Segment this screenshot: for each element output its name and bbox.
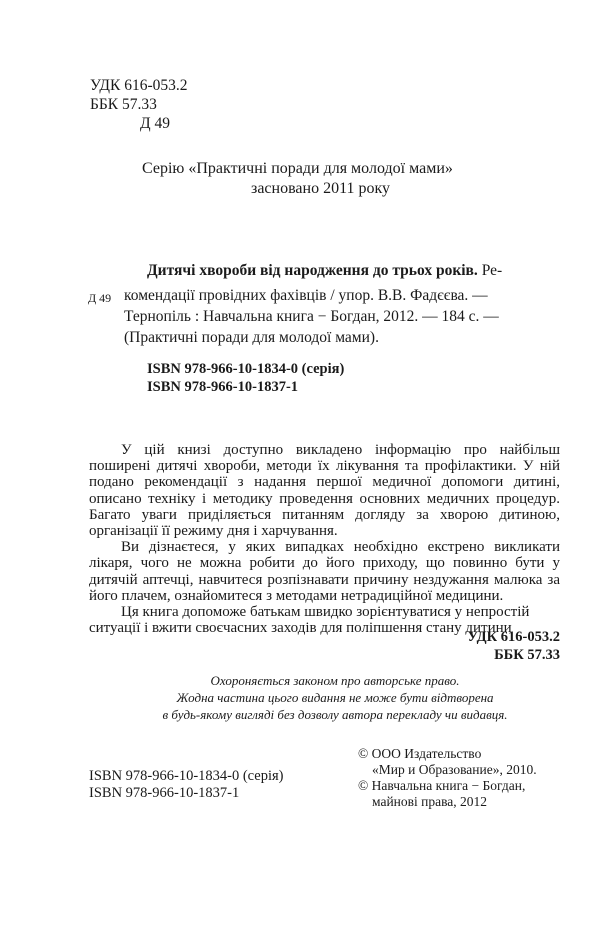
isbn-series: ISBN 978-966-10-1834-0 (серія) <box>89 768 284 784</box>
annotation <box>89 442 560 636</box>
copyright-line: © ООО Издательство <box>358 746 482 761</box>
bib-line-4: (Практичні поради для молодої мами). <box>124 329 379 346</box>
series-line-1: Серію «Практичні поради для молодої мами» <box>142 160 453 177</box>
copyright-line: © Навчальна книга − Богдан, <box>358 778 526 793</box>
notice-line: Жодна частина цього видання не може бути відтворена <box>176 690 494 705</box>
copyright-line: майнові права, 2012 <box>372 794 488 809</box>
notice-line: Охороняється законом про авторське право. <box>210 673 460 688</box>
bib-line-1-rest: Ре- <box>481 262 503 279</box>
annotation-paragraph: Ви дізнаєтеся, у яких випадках необхідно екстрено викликати лікаря, чого не можна робити до його приходу, що повинно бути у дитячій аптечці, навчитеся розпізнавати причину нездужання малюка за його плачем, ознайомитеся з методами нетрадиційної медицини. <box>89 539 560 604</box>
bib-line-2: комендації провідних фахівців / упор. В.В. Фадєєва. — <box>124 287 488 304</box>
notice-line: в будь-якому вигляді без дозволу автора перекладу чи видавця. <box>162 707 508 722</box>
bib-line-3: Тернопіль : Навчальна книга − Богдан, 2012. — 184 с. — <box>124 308 499 325</box>
udk-code: УДК 616-053.2 <box>90 77 188 94</box>
copyright-notice <box>150 672 520 723</box>
udk-code-right: УДК 616-053.2 <box>467 629 560 645</box>
bib-author-mark: Д 49 <box>88 291 112 305</box>
copyright-line: «Мир и Образование», 2010. <box>372 762 537 777</box>
book-title: Дитячі хвороби від народження до трьох років. <box>147 262 478 279</box>
isbn-book: ISBN 978-966-10-1837-1 <box>89 785 240 801</box>
bbk-code-right: ББК 57.33 <box>494 647 560 663</box>
series-line-2: засновано 2011 року <box>251 180 391 197</box>
bbk-code: ББК 57.33 <box>90 96 157 113</box>
annotation-paragraph: Ця книга допоможе батькам швидко зорієнтуватися у непростій ситуації і вжити своєчасних заходів для поліпшення стану дитини <box>89 604 530 637</box>
isbn-series-bold: ISBN 978-966-10-1834-0 (серія) <box>147 361 345 377</box>
isbn-book-bold: ISBN 978-966-10-1837-1 <box>147 379 299 395</box>
author-mark: Д 49 <box>140 115 170 132</box>
annotation-paragraph: У цій книзі доступно викладено інформацію про найбільш поширені дитячі хвороби, методи їх лікування та профілактики. У ній подано рекомендації з надання першої медичної допомоги дитині, описано техніку і методику проведення основних медичних процедур. Багато уваги приділяється питанням догляду за хворою дитиною, організації її режиму дня і харчування. <box>89 442 560 540</box>
